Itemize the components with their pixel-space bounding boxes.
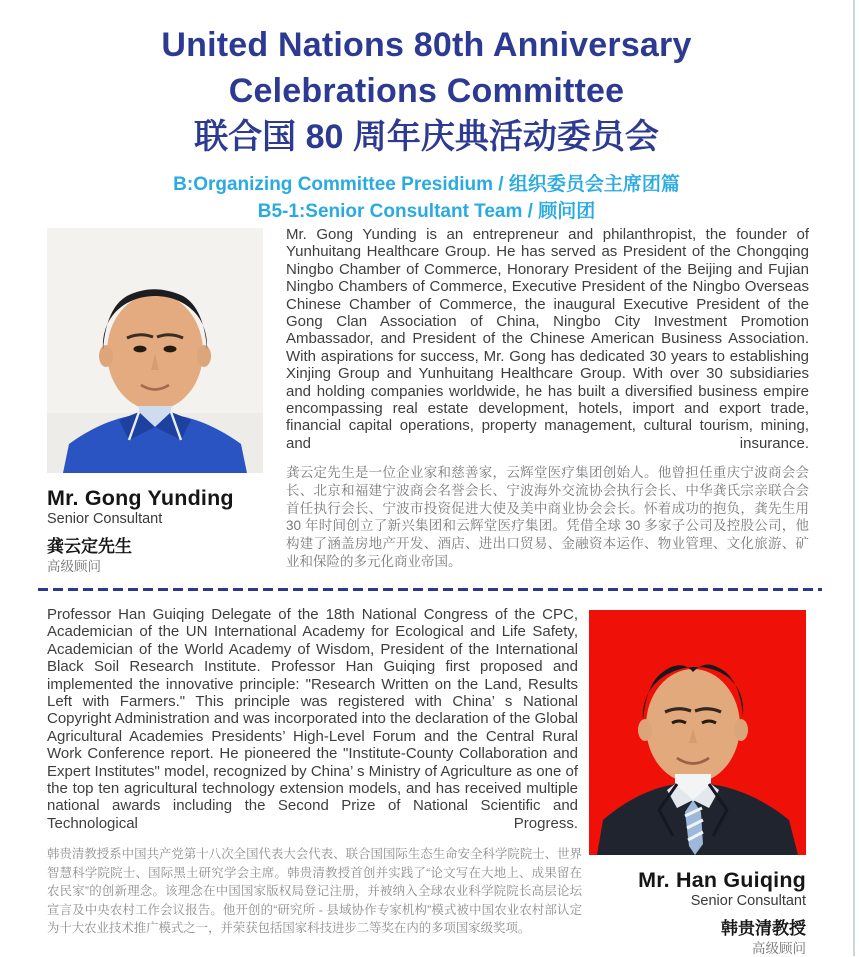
- gong-role-english: Senior Consultant: [47, 511, 163, 527]
- han-bio-chinese: 韩贵清教授系中国共产党第十八次全国代表大会代表、联合国国际生态生命安全科学院院士、世界智慧科学院院士、国际黑土研究学会主席。韩贵清教授首创并实践了“论文写在大地上、成果留在农民家”的创新理念。该理念在中国国家版权局登记注册，并被纳入全球农业科学院院长高层论坛宣言及中央农村工作会议报告。他开创的“研究所 - 县域协作专家机构”模式被中国农业农村部认定为十大农业技术推广模式之一，并荣获包括国家科技进步二等奖在内的多项国家级奖项。: [47, 847, 582, 935]
- section-labels: [0, 171, 853, 225]
- gong-bio-chinese: 龚云定先生是一位企业家和慈善家，云辉堂医疗集团创始人。他曾担任重庆宁波商会会长、北京和福建宁波商会名誉会长、宁波海外交流协会执行会长、中华龚氏宗亲联合会首任执行会长、宁波市投资促进大使及美中商业协会会长。怀着成功的抱负，龚先生用 30 年时间创立了新兴集团和云辉堂医疗集团。凭借全球 30 多家子公司及控股公司，他构建了涵盖房地产开发、酒店、进出口贸易、金融资本运作、物业管理、文化旅游、矿业和保险的多元化商业帝国。: [286, 465, 809, 569]
- han-namecard: [560, 868, 806, 957]
- subsection-label: B5-1:Senior Consultant Team / 顾问团: [257, 201, 596, 222]
- dashed-divider: [38, 588, 822, 591]
- page-title-english: [0, 22, 853, 114]
- section-label: B:Organizing Committee Presidium / 组织委员会主席团篇: [173, 174, 680, 195]
- gong-bio-english: Mr. Gong Yunding is an entrepreneur and philanthropist, the founder of Yunhuitang Healthcare Group. He has served as President of the Chongqing Ningbo Chamber of Commerce, Honorary President of the Beijing and Fujian Ningbo Chambers of Commerce, Executive President of the Ningbo Overseas Chinese Chamber of Commerce, the inaugural Executive President of the Gong Clan Association of China, Ningbo City Investment Promotion Ambassador, and President of the Chinese American Business Association. With aspirations for success, Mr. Gong has dedicated 30 years to establishing Xinjing Group and Yunhuitang Healthcare Group. With over 30 subsidiaries and holding companies worldwide, he has built a diversified business empire encompassing real estate development, hotels, import and export trade, financial capital operations, property management, cultural tourism, mining, and insurance.: [286, 226, 809, 452]
- page-title-line2: Celebrations Committee: [228, 72, 625, 110]
- gong-bio-block: [286, 226, 809, 571]
- gong-name-chinese: 龚云定先生: [47, 537, 132, 556]
- han-bio-english: Professor Han Guiqing Delegate of the 18th National Congress of the CPC, Academician of the UN International Academy for Ecological and Life Safety, Academician of the World Academy of Wisdom, President of the International Black Soil Research Institute. Professor Han Guiqing first proposed and implemented the innovative principle: "Research Written on the Land, Results Left with Farmers." This principle was registered with China’ s National Copyright Administration and was incorporated into the declaration of the Global Agricultural Academies Presidents’ High-Level Forum and the Central Rural Work Conference report. He pioneered the "Institute-County Collaboration and Expert Institutes" model, recognized by China’ s Ministry of Agriculture as one of the top ten agricultural technology extension models, and has received multiple national awards including the Second Prize of National Scientific and Technological Progress.: [47, 606, 578, 832]
- page-edge-line: [853, 0, 855, 956]
- portrait-han-guiqing-image: [589, 610, 806, 855]
- page-title-chinese: 联合国 80 周年庆典活动委员会: [194, 118, 659, 156]
- page-title-line1: United Nations 80th Anniversary: [161, 26, 692, 64]
- portrait-gong-yunding-image: [47, 228, 263, 473]
- gong-role-chinese: 高级顾问: [47, 559, 101, 574]
- page-header: [0, 0, 853, 225]
- portrait-han-guiqing: [589, 610, 806, 855]
- han-role-english: Senior Consultant: [690, 893, 806, 909]
- han-role-chinese: 高级顾问: [752, 941, 806, 956]
- han-name-english: Mr. Han Guiqing: [638, 868, 806, 892]
- gong-namecard: [47, 486, 279, 575]
- han-bio-block: [47, 606, 582, 937]
- han-name-chinese: 韩贵清教授: [721, 919, 806, 938]
- portrait-gong-yunding: [47, 228, 263, 473]
- gong-name-english: Mr. Gong Yunding: [47, 486, 234, 510]
